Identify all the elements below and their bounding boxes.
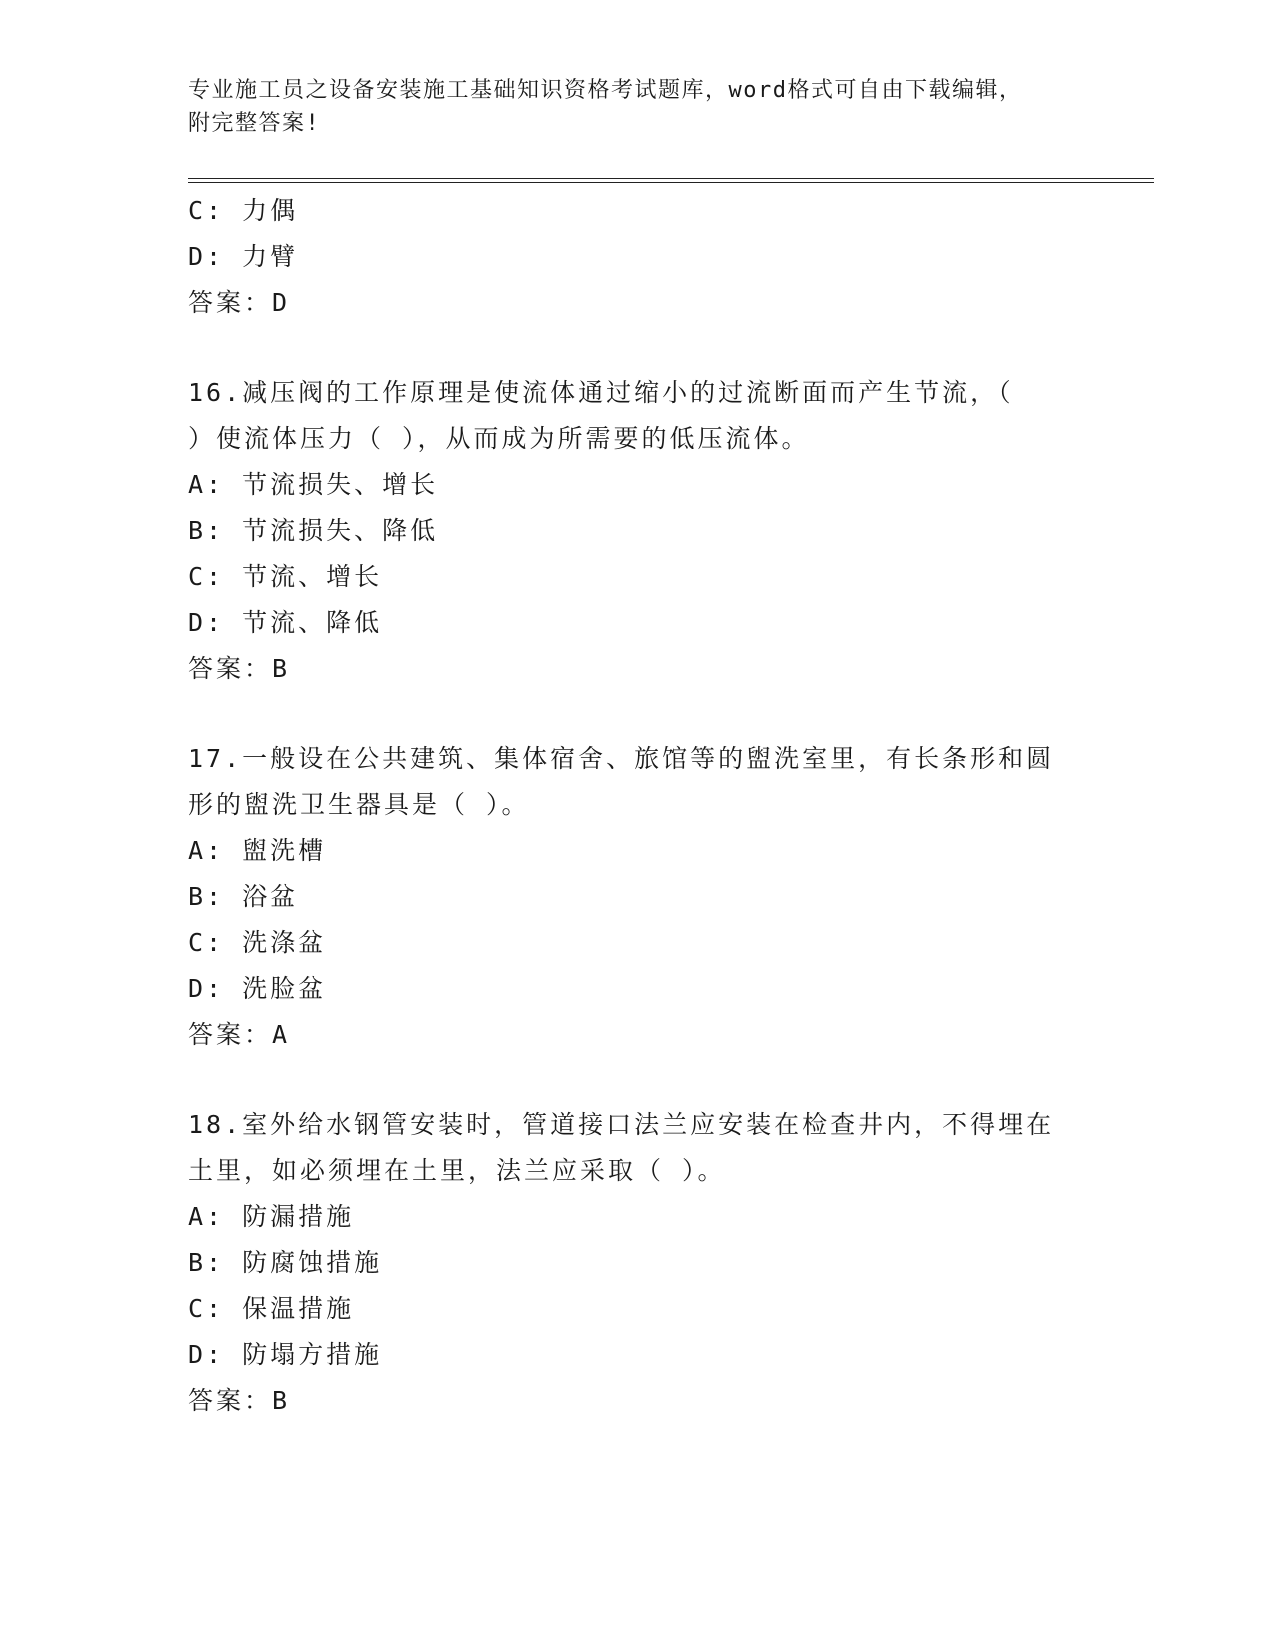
question-list bbox=[188, 188, 1148, 1424]
question-text-line: 16.减压阀的工作原理是使流体通过缩小的过流断面而产生节流，（ bbox=[188, 378, 1014, 407]
answer: 答案：B bbox=[188, 654, 291, 683]
option-d: D: 节流、降低 bbox=[188, 608, 383, 637]
option-c: C: 节流、增长 bbox=[188, 562, 383, 591]
option-a: A: 盥洗槽 bbox=[188, 836, 327, 865]
question-18 bbox=[188, 1102, 1148, 1424]
spacer bbox=[188, 692, 1148, 736]
answer: 答案：A bbox=[188, 1020, 291, 1049]
document-header bbox=[188, 74, 1088, 140]
header-divider-top bbox=[188, 178, 1154, 179]
question-text-line: 形的盥洗卫生器具是（ ）。 bbox=[188, 790, 530, 819]
question-17 bbox=[188, 736, 1148, 1058]
question-continued bbox=[188, 188, 1148, 326]
header-line-2: 附完整答案! bbox=[188, 111, 321, 136]
option-b: B: 浴盆 bbox=[188, 882, 299, 911]
question-text-line: 土里，如必须埋在土里，法兰应采取（ ）。 bbox=[188, 1156, 726, 1185]
option-c: C: 保温措施 bbox=[188, 1294, 355, 1323]
header-divider-bottom bbox=[188, 182, 1154, 183]
option-a: A: 防漏措施 bbox=[188, 1202, 355, 1231]
question-text-line: 18.室外给水钢管安装时，管道接口法兰应安装在检查井内，不得埋在 bbox=[188, 1110, 1055, 1139]
document-page bbox=[188, 0, 1148, 1650]
answer: 答案：D bbox=[188, 288, 291, 317]
option-b: B: 节流损失、降低 bbox=[188, 516, 439, 545]
question-16 bbox=[188, 370, 1148, 692]
option-d: D: 力臂 bbox=[188, 242, 299, 271]
option-a: A: 节流损失、增长 bbox=[188, 470, 439, 499]
spacer bbox=[188, 1058, 1148, 1102]
option-b: B: 防腐蚀措施 bbox=[188, 1248, 383, 1277]
option-c: C: 力偶 bbox=[188, 196, 299, 225]
option-c: C: 洗涤盆 bbox=[188, 928, 327, 957]
header-line-1: 专业施工员之设备安装施工基础知识资格考试题库，word格式可自由下载编辑， bbox=[188, 78, 1023, 103]
option-d: D: 防塌方措施 bbox=[188, 1340, 383, 1369]
spacer bbox=[188, 326, 1148, 370]
question-text-line: 17.一般设在公共建筑、集体宿舍、旅馆等的盥洗室里，有长条形和圆 bbox=[188, 744, 1055, 773]
answer: 答案：B bbox=[188, 1386, 291, 1415]
question-text-line: ）使流体压力（ ），从而成为所需要的低压流体。 bbox=[188, 424, 810, 453]
option-d: D: 洗脸盆 bbox=[188, 974, 327, 1003]
